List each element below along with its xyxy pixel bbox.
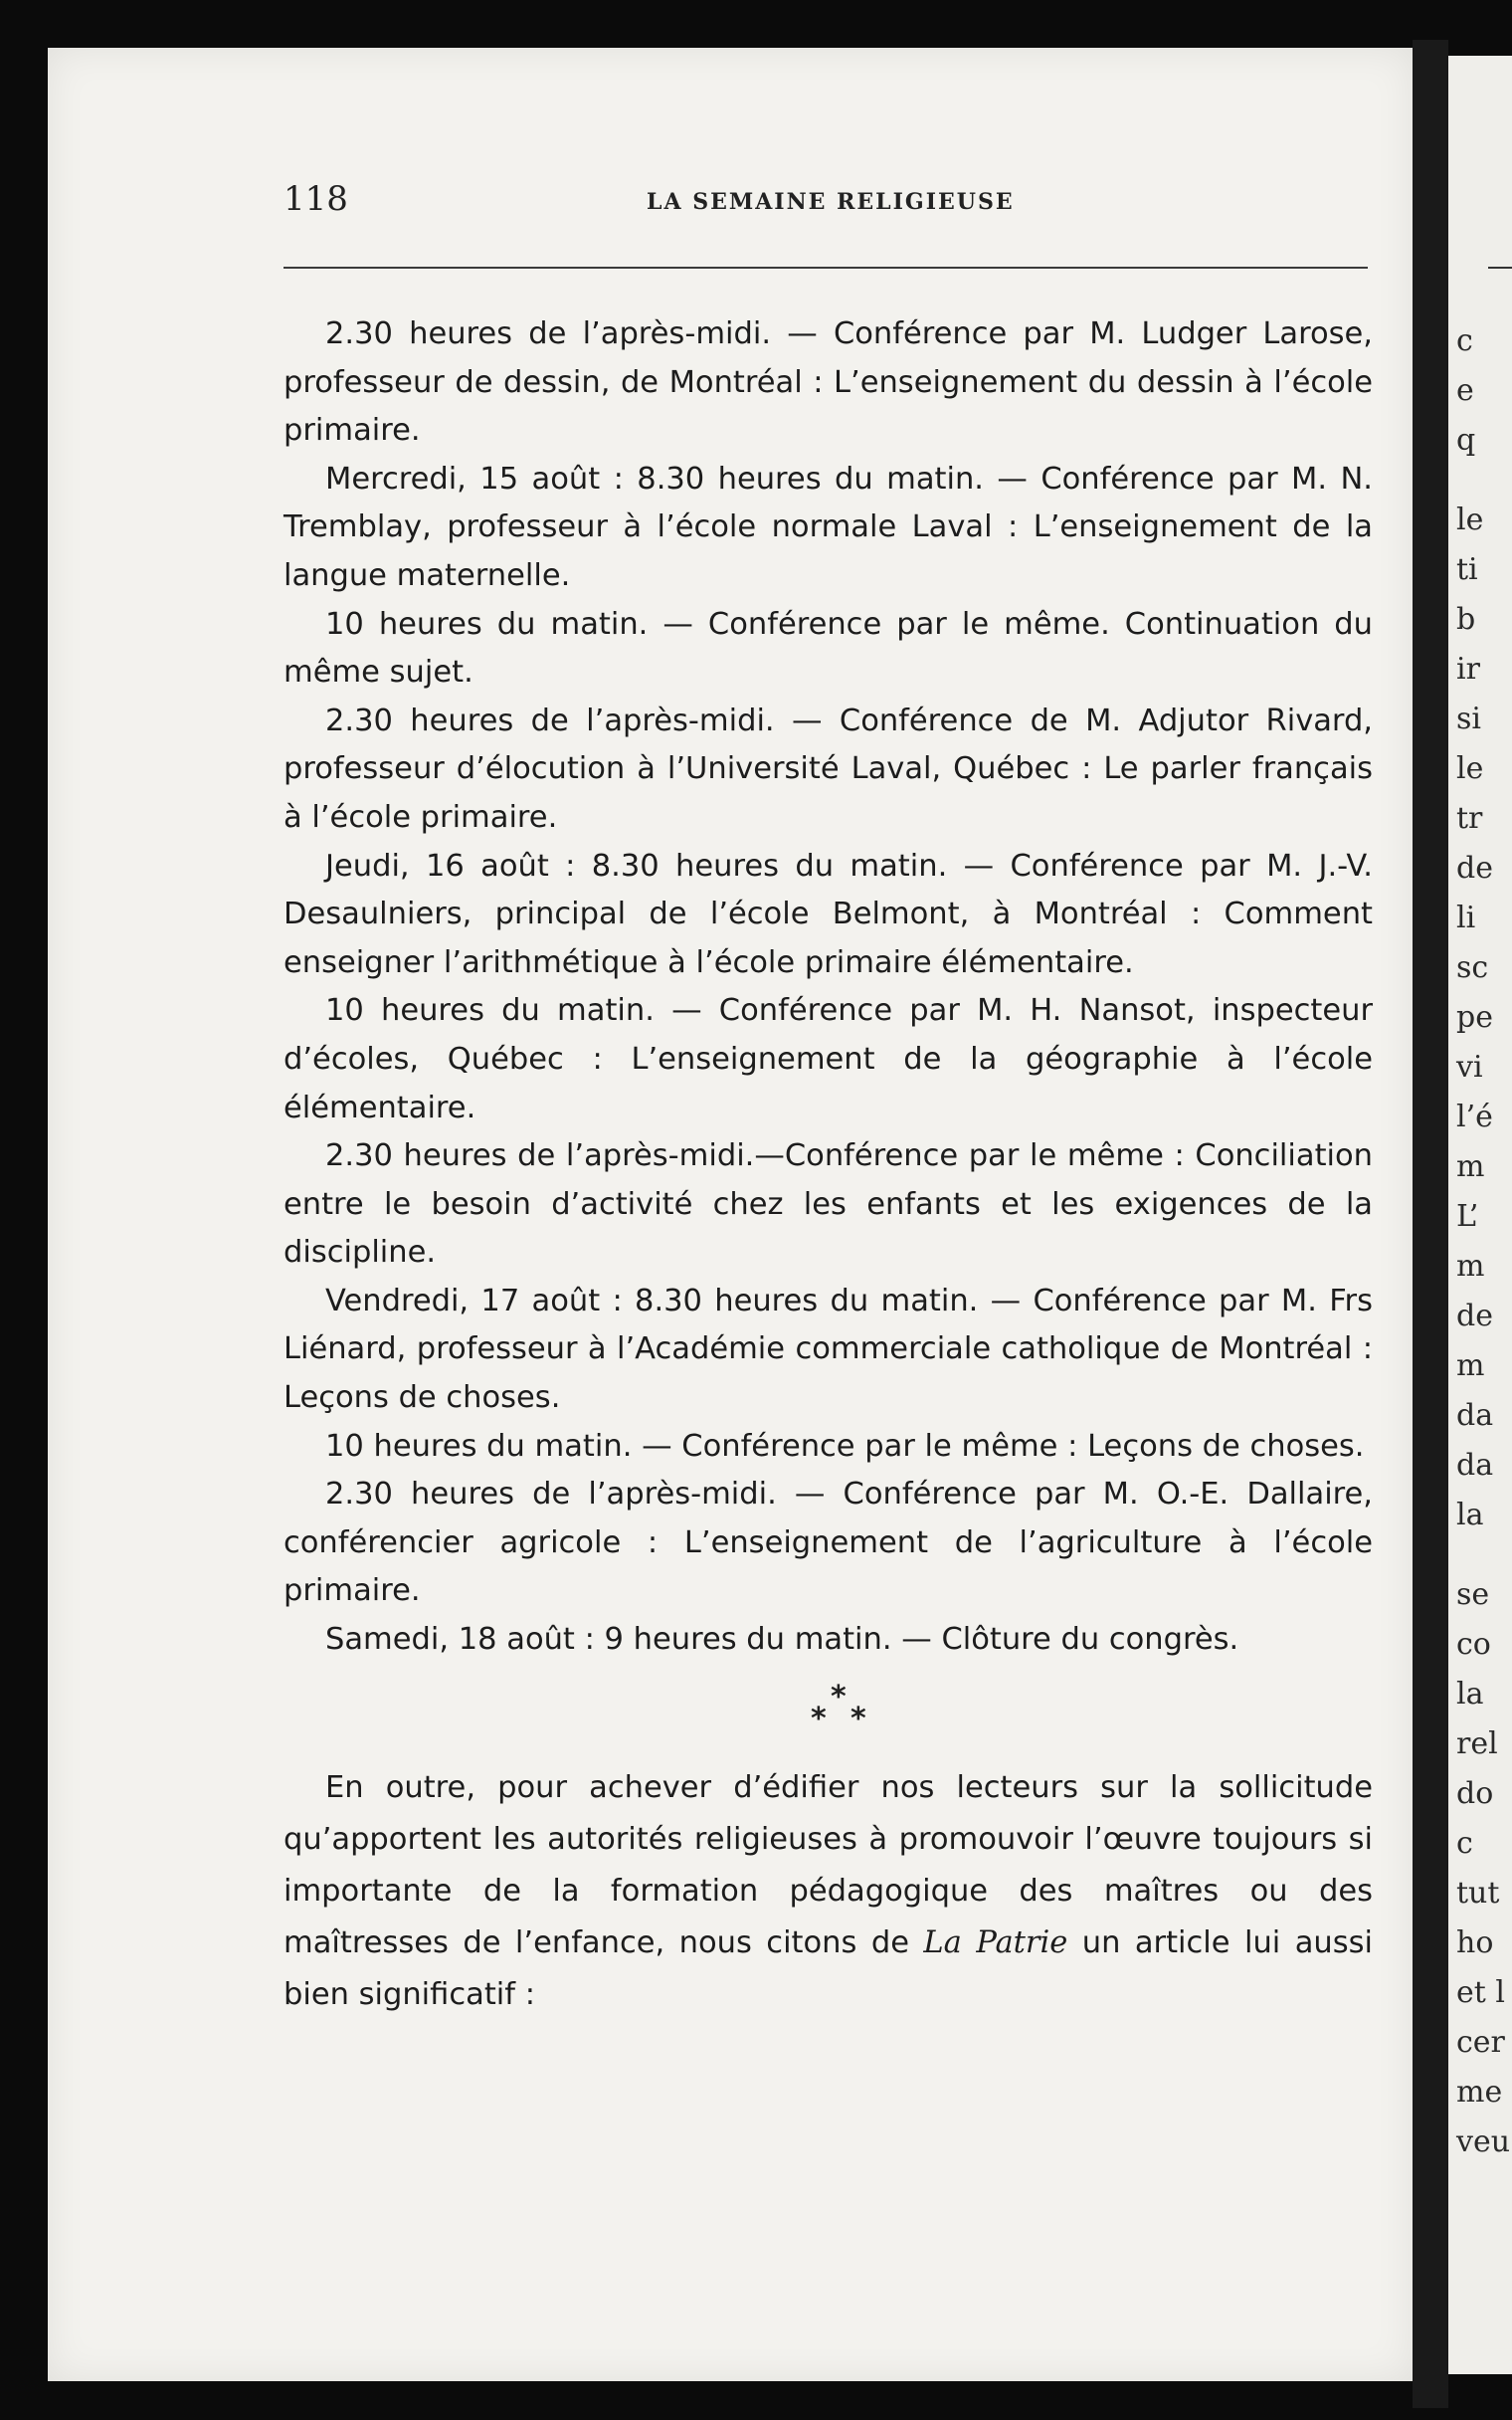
paragraph: Mercredi, 15 août : 8.30 heures du matin. — Conférence par M. N. Tremblay, professeur à l’école normale Laval : L’enseignement de la langue maternelle. (284, 461, 1373, 593)
page-body (284, 310, 1373, 2021)
facing-page-fragment: c (1456, 1826, 1473, 1861)
facing-page-edge (1448, 56, 1512, 2374)
facing-page-header-rule (1488, 267, 1512, 269)
facing-page-fragment: do (1456, 1776, 1494, 1811)
facing-page-fragment: b (1456, 602, 1476, 637)
facing-page-fragment: veu (1456, 2124, 1511, 2159)
paragraph: 10 heures du matin. — Conférence par le même. Continuation du même sujet. (284, 606, 1373, 691)
closing-paragraph (284, 1762, 1373, 2021)
facing-page-fragment: pe (1456, 1000, 1493, 1035)
newspaper-title: La Patrie (923, 1924, 1068, 1960)
facing-page-fragment: et l (1456, 1975, 1505, 2010)
facing-page-fragment: tut (1456, 1876, 1500, 1911)
facing-page-fragment: de (1456, 851, 1493, 886)
closing-text-end: un article lui aussi bien significatif : (284, 1924, 1373, 2012)
page-header (284, 179, 1368, 229)
facing-page-fragment: cer (1456, 2025, 1505, 2060)
paragraph: Jeudi, 16 août : 8.30 heures du matin. — Conférence par M. J.-V. Desaulniers, principal de l’école Belmont, à Montréal : Comment enseigner l’arithmétique à l’école primaire élémentaire. (284, 848, 1373, 980)
facing-page-fragment: se (1456, 1577, 1490, 1612)
facing-page-fragment: q (1456, 423, 1476, 458)
paragraph: 2.30 heures de l’après-midi. — Conférence par M. Ludger Larose, professeur de dessin, de Montréal : L’enseignement du dessin à l’école primaire. (284, 316, 1373, 449)
asterisk: * (811, 1701, 827, 1736)
paragraph: 2.30 heures de l’après-midi. — Conférence par M. O.-E. Dallaire, conférencier agricole : L’enseignement de l’agriculture à l’école primaire. (284, 1477, 1373, 1609)
paragraph: 2.30 heures de l’après-midi. — Conférence de M. Adjutor Rivard, professeur d’élocution à l’Université Laval, Québec : Le parler français à l’école primaire. (284, 703, 1373, 835)
facing-page-fragment: de (1456, 1299, 1493, 1333)
facing-page-fragment: da (1456, 1448, 1494, 1483)
header-rule (284, 267, 1368, 269)
facing-page-fragment: ti (1456, 552, 1478, 587)
facing-page-fragment: me (1456, 2075, 1503, 2110)
asterism-divider (284, 1665, 1373, 1762)
paragraph: Samedi, 18 août : 9 heures du matin. — Clôture du congrès. (325, 1622, 1239, 1658)
facing-page-fragment: si (1456, 702, 1481, 736)
facing-page-fragment: m (1456, 1249, 1485, 1284)
facing-page-fragment: tr (1456, 801, 1483, 836)
page-number: 118 (284, 179, 348, 219)
facing-page-fragment: rel (1456, 1726, 1498, 1761)
asterisk: * (831, 1679, 847, 1714)
facing-page-fragment: le (1456, 751, 1484, 786)
facing-page-fragment: ho (1456, 1925, 1494, 1960)
facing-page-fragment: sc (1456, 950, 1489, 985)
facing-page-fragment: la (1456, 1498, 1484, 1532)
facing-page-fragment: l’é (1456, 1100, 1493, 1134)
running-head: LA SEMAINE RELIGIEUSE (647, 189, 1015, 215)
facing-page-fragment: vi (1456, 1050, 1483, 1085)
facing-page-fragment: la (1456, 1677, 1484, 1712)
asterisk: * (850, 1701, 866, 1736)
paragraph: 10 heures du matin. — Conférence par M. H. Nansot, inspecteur d’écoles, Québec : L’enseignement de la géographie à l’école élémentaire. (284, 993, 1373, 1125)
closing-text: En outre, pour achever d’édifier nos lecteurs sur la sollicitude qu’apportent les autorités religieuses à promouvoir l’œuvre toujours si importante de la formation pédagogique des maîtres ou des maîtresses de l’enfance, nous citons de (284, 1769, 1373, 1960)
facing-page-fragment: L’ (1456, 1199, 1479, 1234)
facing-page-fragment: c (1456, 323, 1473, 358)
facing-page-fragment: le (1456, 503, 1484, 537)
facing-page-fragment: co (1456, 1627, 1491, 1662)
facing-page-fragment: m (1456, 1149, 1485, 1184)
facing-page-fragment: ir (1456, 652, 1480, 687)
paragraph: Vendredi, 17 août : 8.30 heures du matin. — Conférence par M. Frs Liénard, professeur à l’Académie commerciale catholique de Montréal : Leçons de choses. (284, 1283, 1373, 1416)
book-gutter (1413, 40, 1448, 2408)
facing-page-fragment: e (1456, 373, 1474, 408)
facing-page-fragment: m (1456, 1348, 1485, 1383)
paragraph: 2.30 heures de l’après-midi.—Conférence par le même : Conciliation entre le besoin d’activité chez les enfants et les exigences de la discipline. (284, 1138, 1373, 1271)
paragraph: 10 heures du matin. — Conférence par le même : Leçons de choses. (325, 1428, 1365, 1464)
facing-page-fragment: da (1456, 1398, 1494, 1433)
facing-page-fragment: li (1456, 901, 1476, 935)
